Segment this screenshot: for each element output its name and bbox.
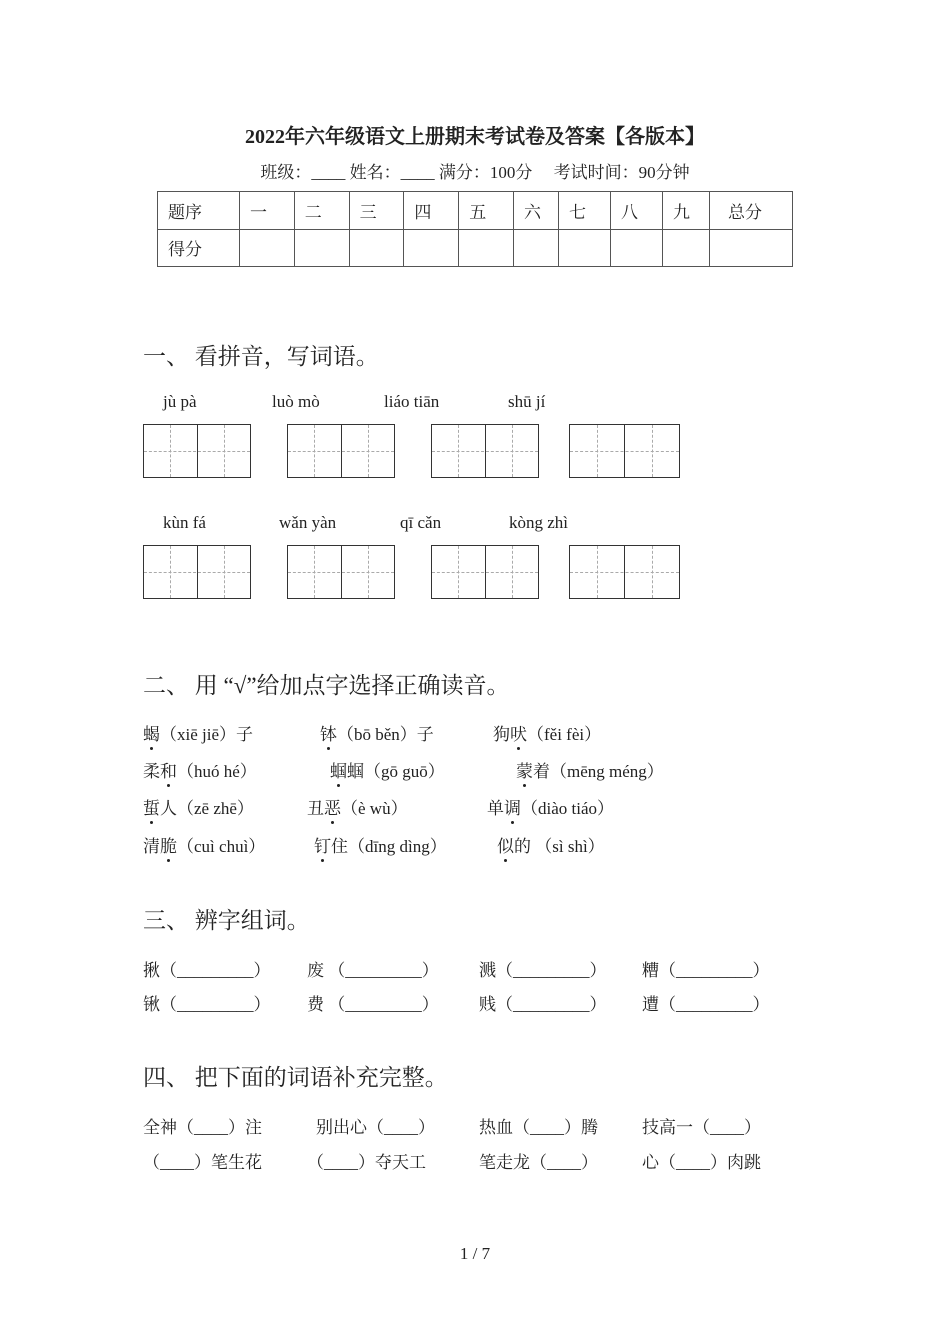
pinyin-label: kùn fá (163, 513, 206, 532)
table-cell: 七 (559, 192, 611, 230)
reading-choice-item[interactable]: 钉住（dīng dìng） (314, 832, 447, 857)
reading-choice-item[interactable]: 钵（bō běn）子 (320, 720, 434, 745)
page-number: 1 / 7 (459, 1244, 491, 1263)
pinyin-label: kòng zhì (509, 513, 569, 532)
class-field[interactable]: 班级：____ (260, 163, 346, 182)
table-cell: 总分 (710, 192, 793, 230)
table-cell: 四 (404, 192, 459, 230)
reading-choice-item[interactable]: 狗吠（fěi fèi） (493, 720, 601, 745)
writing-grid[interactable] (431, 424, 539, 478)
writing-grid[interactable] (143, 545, 251, 599)
section-2-heading: 二、 用 “√”给加点字选择正确读音。 (143, 673, 510, 698)
idiom-blank[interactable]: （____）笔生花 (143, 1153, 262, 1172)
word-blank[interactable]: 糟（_________） (642, 961, 770, 980)
section-1-heading: 一、 看拼音，写词语。 (143, 344, 379, 369)
score-input-cell[interactable] (459, 229, 514, 267)
table-cell: 三 (349, 192, 404, 230)
reading-choice-item[interactable]: 蒙着（mēng méng） (516, 757, 664, 782)
word-blank[interactable]: 遭（_________） (642, 995, 770, 1014)
score-table-header-row (158, 192, 793, 230)
table-cell: 六 (514, 192, 559, 230)
word-blank[interactable]: 揪（_________） (143, 961, 271, 980)
word-blank[interactable]: 锹（_________） (143, 995, 271, 1014)
writing-grid[interactable] (287, 545, 395, 599)
word-blank[interactable]: 废 （_________） (307, 961, 439, 980)
exam-time: 考试时间：90分钟 (553, 163, 690, 182)
table-cell: 得分 (158, 229, 240, 267)
score-input-cell[interactable] (559, 229, 611, 267)
writing-grid[interactable] (143, 424, 251, 478)
score-input-cell[interactable] (710, 229, 793, 267)
word-blank[interactable]: 溅（_________） (479, 961, 607, 980)
reading-choice-item[interactable]: 单调（diào tiáo） (487, 794, 614, 819)
table-cell: 九 (663, 192, 710, 230)
section-4-heading: 四、 把下面的词语补充完整。 (143, 1065, 448, 1090)
score-input-cell[interactable] (349, 229, 404, 267)
pinyin-label: wǎn yàn (279, 513, 337, 532)
word-blank[interactable]: 贱（_________） (479, 995, 607, 1014)
score-input-cell[interactable] (240, 229, 295, 267)
reading-choice-item[interactable]: 似的 （sì shì） (497, 832, 605, 857)
idiom-blank[interactable]: 全神（____）注 (143, 1118, 262, 1137)
idiom-blank[interactable]: 心（____）肉跳 (642, 1153, 761, 1172)
score-input-cell[interactable] (663, 229, 710, 267)
table-cell: 二 (294, 192, 349, 230)
score-table (157, 191, 793, 267)
section-3-heading: 三、 辨字组词。 (143, 908, 310, 933)
pinyin-label: qī cǎn (400, 513, 442, 532)
table-cell: 八 (611, 192, 663, 230)
writing-grid[interactable] (569, 545, 680, 599)
reading-choice-item[interactable]: 柔和（huó hé） (143, 757, 257, 782)
pinyin-label: luò mò (272, 392, 320, 411)
score-input-cell[interactable] (514, 229, 559, 267)
idiom-blank[interactable]: 热血（____）腾 (479, 1118, 598, 1137)
table-cell: 一 (240, 192, 295, 230)
idiom-blank[interactable]: 技高一（____） (642, 1118, 761, 1137)
score-input-cell[interactable] (611, 229, 663, 267)
idiom-blank[interactable]: 笔走龙（____） (479, 1153, 598, 1172)
table-cell: 五 (459, 192, 514, 230)
score-table-score-row (158, 229, 793, 267)
idiom-blank[interactable]: 别出心（____） (316, 1118, 435, 1137)
table-cell: 题序 (158, 192, 240, 230)
writing-grid[interactable] (287, 424, 395, 478)
reading-choice-item[interactable]: 丑恶（è wù） (307, 794, 408, 819)
writing-grid[interactable] (431, 545, 539, 599)
score-input-cell[interactable] (294, 229, 349, 267)
name-field[interactable]: 姓名：____ (349, 163, 435, 182)
idiom-blank[interactable]: （____）夺天工 (307, 1153, 426, 1172)
exam-info-line (0, 158, 950, 183)
full-score: 满分：100分 (438, 163, 533, 182)
pinyin-label: liáo tiān (384, 392, 440, 411)
page-title: 2022年六年级语文上册期末考试卷及答案【各版本】 (245, 126, 705, 148)
score-input-cell[interactable] (404, 229, 459, 267)
word-blank[interactable]: 费 （_________） (307, 995, 439, 1014)
reading-choice-item[interactable]: 蝈蝈（gō guō） (330, 757, 445, 782)
reading-choice-item[interactable]: 蝎（xiē jiē）子 (143, 720, 253, 745)
writing-grid[interactable] (569, 424, 680, 478)
pinyin-label: jù pà (163, 392, 197, 411)
reading-choice-item[interactable]: 清脆（cuì chuì） (143, 832, 265, 857)
pinyin-label: shū jí (508, 392, 546, 411)
reading-choice-item[interactable]: 蜇人（zē zhē） (143, 794, 254, 819)
